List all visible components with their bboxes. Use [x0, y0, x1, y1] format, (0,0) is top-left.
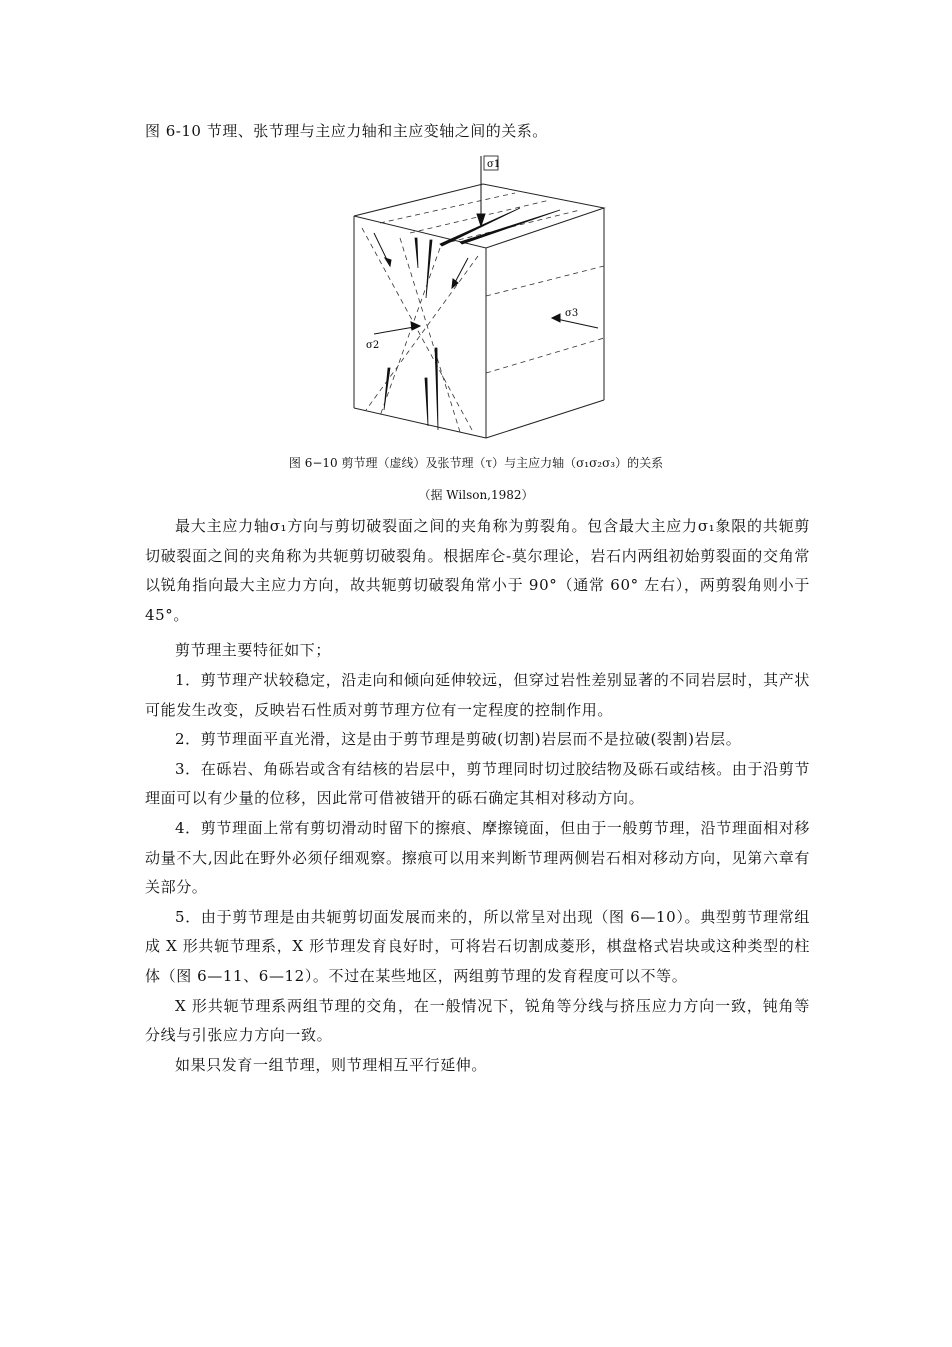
paragraph: 最大主应力轴σ₁方向与剪切破裂面之间的夹角称为剪裂角。包含最大主应力σ₁象限的共轭剪切破裂面之间的夹角称为共轭剪切破裂角。根据库仑-莫尔理论，岩石内两组初始剪裂面的交角常以锐角指向最大主应力方向，故共轭剪切破裂角常小于 90°（通常 60° 左右），两剪裂角则小于 45°。 — [145, 517, 810, 624]
sigma3-label: σ3 — [565, 308, 579, 319]
paragraph: 1．剪节理产状较稳定，沿走向和倾向延伸较远，但穿过岩性差别显著的不同岩层时，其产状可能发生改变，反映岩石性质对剪节理方位有一定程度的控制作用。 — [145, 670, 810, 719]
sigma2-label: σ2 — [366, 340, 380, 351]
paragraph: 2．剪节理面平直光滑，这是由于剪节理是剪破(切割)岩层而不是拉破(裂割)岩层。 — [175, 730, 742, 749]
paragraph: 5．由于剪节理是由共轭剪切面发展而来的，所以常呈对出现（图 6—10）。典型剪节理常组成 X 形共轭节理系，X 形节理发育良好时，可将岩石切割成菱形，棋盘格式岩块或这种类型的柱体（图 6—11、6—12）。不过在某些地区，两组剪节理的发育程度可以不等。 — [145, 907, 810, 985]
figure-source: （据 Wilson,1982） — [418, 488, 534, 502]
figure-caption: 图 6−10 剪节理（虚线）及张节理（τ）与主应力轴（σ₁σ₂σ₃）的关系 — [288, 456, 664, 470]
sigma1-label: σ1 — [487, 159, 501, 170]
joint-block-diagram — [340, 148, 615, 448]
figure-heading: 图 6-10 节理、张节理与主应力轴和主应变轴之间的关系。 — [145, 122, 548, 140]
paragraph: 4．剪节理面上常有剪切滑动时留下的擦痕、摩擦镜面，但由于一般剪节理，沿节理面相对移动量不大,因此在野外必须仔细观察。擦痕可以用来判断节理两侧岩石相对移动方向，见第六章有关部分。 — [145, 818, 810, 897]
body-text — [145, 512, 810, 1080]
paragraph: 3．在砾岩、角砾岩或含有结核的岩层中，剪节理同时切过胶结物及砾石或结核。由于沿剪节理面可以有少量的位移，因此常可借被错开的砾石确定其相对移动方向。 — [145, 759, 810, 808]
paragraph: 如果只发育一组节理，则节理相互平行延伸。 — [175, 1055, 488, 1074]
paragraph: X 形共轭节理系两组节理的交角，在一般情况下，锐角等分线与挤压应力方向一致，钝角等分线与引张应力方向一致。 — [145, 996, 810, 1045]
block-diagram-figure — [340, 148, 615, 448]
paragraph: 剪节理主要特征如下； — [175, 641, 332, 660]
